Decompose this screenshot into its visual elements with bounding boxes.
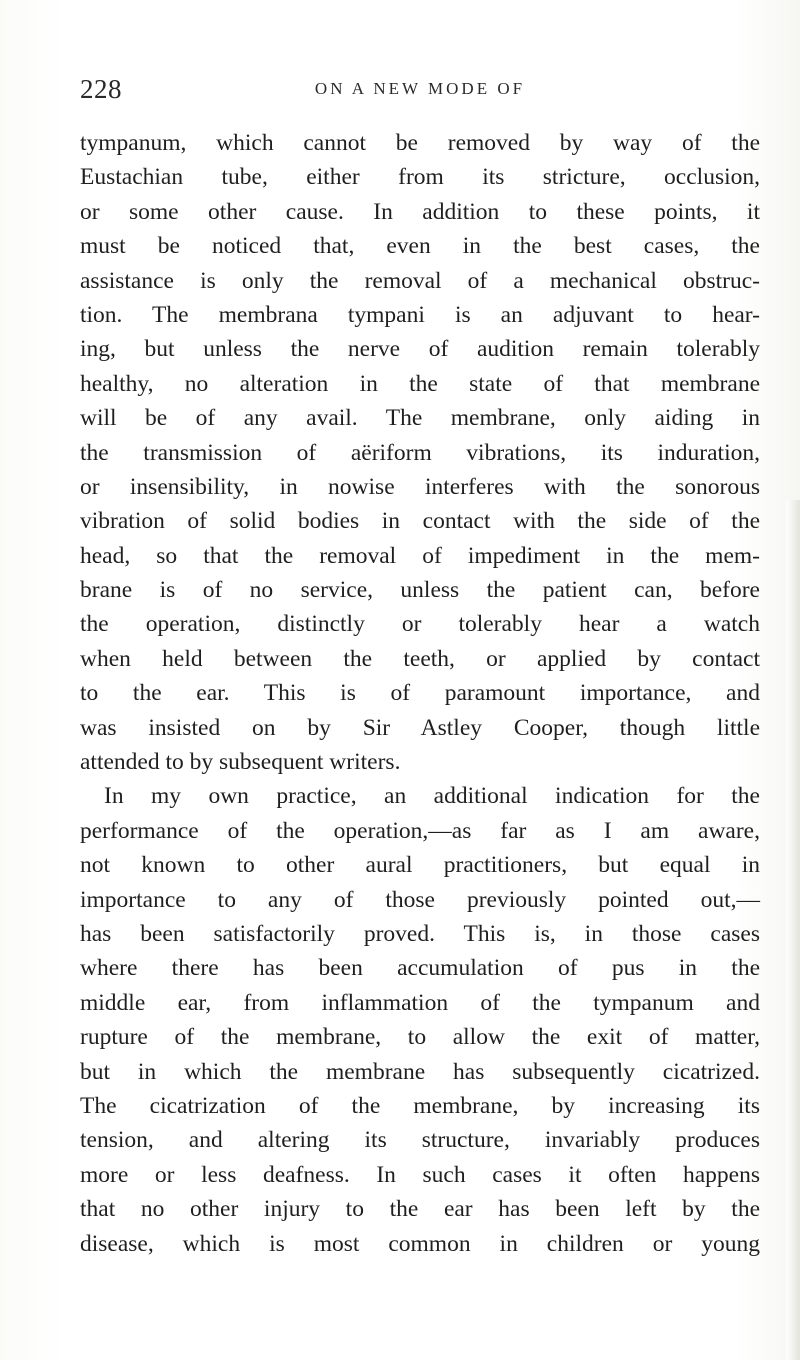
text-line: The cicatrization of the membrane, by increasing its bbox=[80, 1092, 760, 1119]
text-line: Eustachian tube, either from its stricture, occlusion, bbox=[80, 164, 760, 191]
paragraph-first-line: In my own practice, an additional indication for the bbox=[104, 783, 760, 810]
page-edge-shadow bbox=[786, 500, 800, 1360]
text-line: importance to any of those previously pointed out,— bbox=[80, 886, 760, 913]
text-line: brane is of no service, unless the patient can, before bbox=[80, 577, 760, 604]
running-head bbox=[80, 74, 760, 104]
text-line: must be noticed that, even in the best cases, the bbox=[80, 233, 760, 260]
text-line: performance of the operation,—as far as I am aware, bbox=[80, 817, 760, 844]
text-line: the transmission of aëriform vibrations, its induration, bbox=[80, 439, 760, 466]
text-line: attended to by subsequent writers. bbox=[80, 749, 401, 776]
page-number: 228 bbox=[80, 74, 122, 104]
text-line: rupture of the membrane, to allow the exit of matter, bbox=[80, 1024, 760, 1051]
text-line: or insensibility, in nowise interferes with the sonorous bbox=[80, 473, 760, 500]
text-line: disease, which is most common in children or young bbox=[80, 1230, 760, 1257]
text-line: healthy, no alteration in the state of that membrane bbox=[80, 370, 760, 397]
text-line: where there has been accumulation of pus in the bbox=[80, 955, 760, 982]
text-line: more or less deafness. In such cases it often happens bbox=[80, 1161, 760, 1188]
text-line: not known to other aural practitioners, but equal in bbox=[80, 852, 760, 879]
text-line: ing, but unless the nerve of audition remain tolerably bbox=[80, 336, 760, 363]
text-line: will be of any avail. The membrane, only aiding in bbox=[80, 405, 760, 432]
text-line: but in which the membrane has subsequently cicatrized. bbox=[80, 1058, 760, 1085]
text-line: has been satisfactorily proved. This is, in those cases bbox=[80, 920, 760, 947]
body-text bbox=[80, 126, 760, 1261]
text-line: assistance is only the removal of a mechanical obstruc- bbox=[80, 267, 760, 294]
text-line: tympanum, which cannot be removed by way of the bbox=[80, 130, 760, 156]
text-line: tion. The membrana tympani is an adjuvant to hear- bbox=[80, 301, 760, 328]
text-line: tension, and altering its structure, invariably produces bbox=[80, 1127, 760, 1154]
text-line: to the ear. This is of paramount importance, and bbox=[80, 680, 760, 707]
text-line: head, so that the removal of impediment in the mem- bbox=[80, 542, 760, 569]
running-title: ON A NEW MODE OF bbox=[314, 79, 526, 98]
text-line: middle ear, from inflammation of the tympanum and bbox=[80, 989, 760, 1016]
text-line: or some other cause. In addition to these points, it bbox=[80, 198, 760, 225]
text-line: vibration of solid bodies in contact with the side of the bbox=[80, 508, 760, 535]
text-line: was insisted on by Sir Astley Cooper, though little bbox=[80, 714, 760, 741]
text-line: when held between the teeth, or applied by contact bbox=[80, 645, 760, 672]
text-line: that no other injury to the ear has been left by the bbox=[80, 1196, 760, 1223]
text-line: the operation, distinctly or tolerably hear a watch bbox=[80, 611, 760, 638]
